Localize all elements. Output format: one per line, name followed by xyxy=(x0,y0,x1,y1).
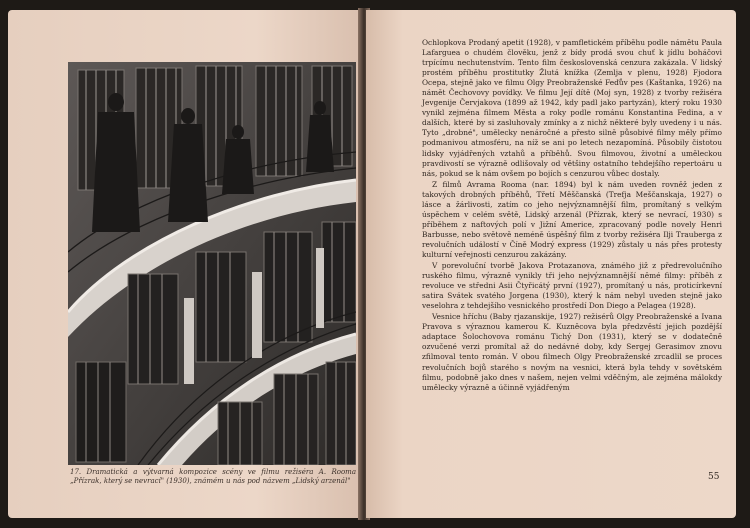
paragraph: V porevoluční tvorbě Jakova Protazanova, známého již z předrevolučního ruského filmu, výrazně vynikly tři jeho nejvýznamnější němé filmy: příběh z revoluce ve středni Asii Čtyřicátý první (1927), promítaný u nás, proticírkevní satira Svátek svatého Jorgena (1930), který k nám nebyl uveden stejně jako veselohra z tehdejšího vesnického prostředí Don Diego a Pelagea (1928). xyxy=(422,261,722,311)
right-page xyxy=(366,10,736,518)
paragraph: Z filmů Avrama Rooma (nar. 1894) byl k nám uveden rovněž jeden z takových drobných příběhů, Třetí Měščanská (Trefja Meščanskaja, 1927) o lásce a žárlivosti, zatím co jeho nejvýznamnější film, promítaný s velkým úspěchem v celém světě, Lidský arzenál (Přízrak, který se nevrací, 1930) s příběhem z naftových polí v Jižní Americe, zpracovaný podle novely Henri Barbusse, nebo světově neméně úspěšný film z tvorby režiséra Ilji Trauberga z revolučních událostí v Číně Modrý express (1929) zůstaly u nás přes protesty kulturní veřejnosti cenzurou zakázány. xyxy=(422,179,722,259)
photo-caption: 17. Dramatická a výtvarná kompozice scény ve filmu režiséra A. Rooma „Přízrak, který se nevrací" (1930), známém u nás pod názvem „Lidský arzenál" xyxy=(70,468,356,485)
body-text xyxy=(422,38,722,393)
page-number: 55 xyxy=(708,472,720,482)
paragraph: Vesnice hříchu (Baby rjazanskije, 1927) režisérů Olgy Preobraženské a Ivana Pravova s výraznou kamerou K. Kuzněcova byla předzvěstí jejich pozdější adaptace Šolochovova románu Tichý Don (1931), který se v dodatečně ozvučené verzi promítal až do nedávné doby, kdy Sergej Gerasimov znovu zfilmoval tento román. V obou filmech Olgy Preobraženské zrcadlil se proces revolučních bojů starého s novým na vesnici, která byla tehdy v sovětském filmu, podobně jako dnes v našem, nejen velmi vděčným, ale zejména málokdy umělecky výrazně a účinně vyjádřeným xyxy=(422,312,722,392)
left-page xyxy=(8,10,362,518)
film-still-photo xyxy=(68,62,356,465)
paragraph: Ochlopkova Prodaný apetit (1928), v pamfletickém příběhu podle námětu Paula Lafargueа o chudém člověku, jenž z bídy prodá svou chuť k jídlu boháčovi trpícímu nechutenstvím. Tento film československá cenzura zakázala. V lidský prostém příběhu prostitutky Žlutá knížka (Zemlja v plenu, 1928) Fjodora Ocepa, stejně jako ve filmu Olgy Preobraženské Feďův pes (Kaštanka, 1926) na námět Čechovovy povídky. Ve filmu Její dítě (Moj syn, 1928) z tvorby režiséra Jevgenije Červjakova (1899 až 1942, kdy padl jako partyzán), který roku 1930 vynikl zejména filmem Města a roky podle románu Konstantina Fedina, a v dalších, které by si zasluhovaly zmínky a z nichž některé byly uvedeny i u nás. Tyto „drobné", umělecky nenáročné a přesto silně působivé filmy měly přímo podmanivou atmosféru, na níž se ani po letech nezapomíná. Působily čistotou lidsky vyjádřených vztahů a příběhů. Svou filmovou, životní a uměleckou pravdivostí se výrazně odlišovaly od většiny ostatního tehdejšího repertoáru u nás, pokud se k nám ovšem po bojích s cenzurou vůbec dostaly. xyxy=(422,38,722,178)
prison-galleries-image xyxy=(68,62,356,465)
